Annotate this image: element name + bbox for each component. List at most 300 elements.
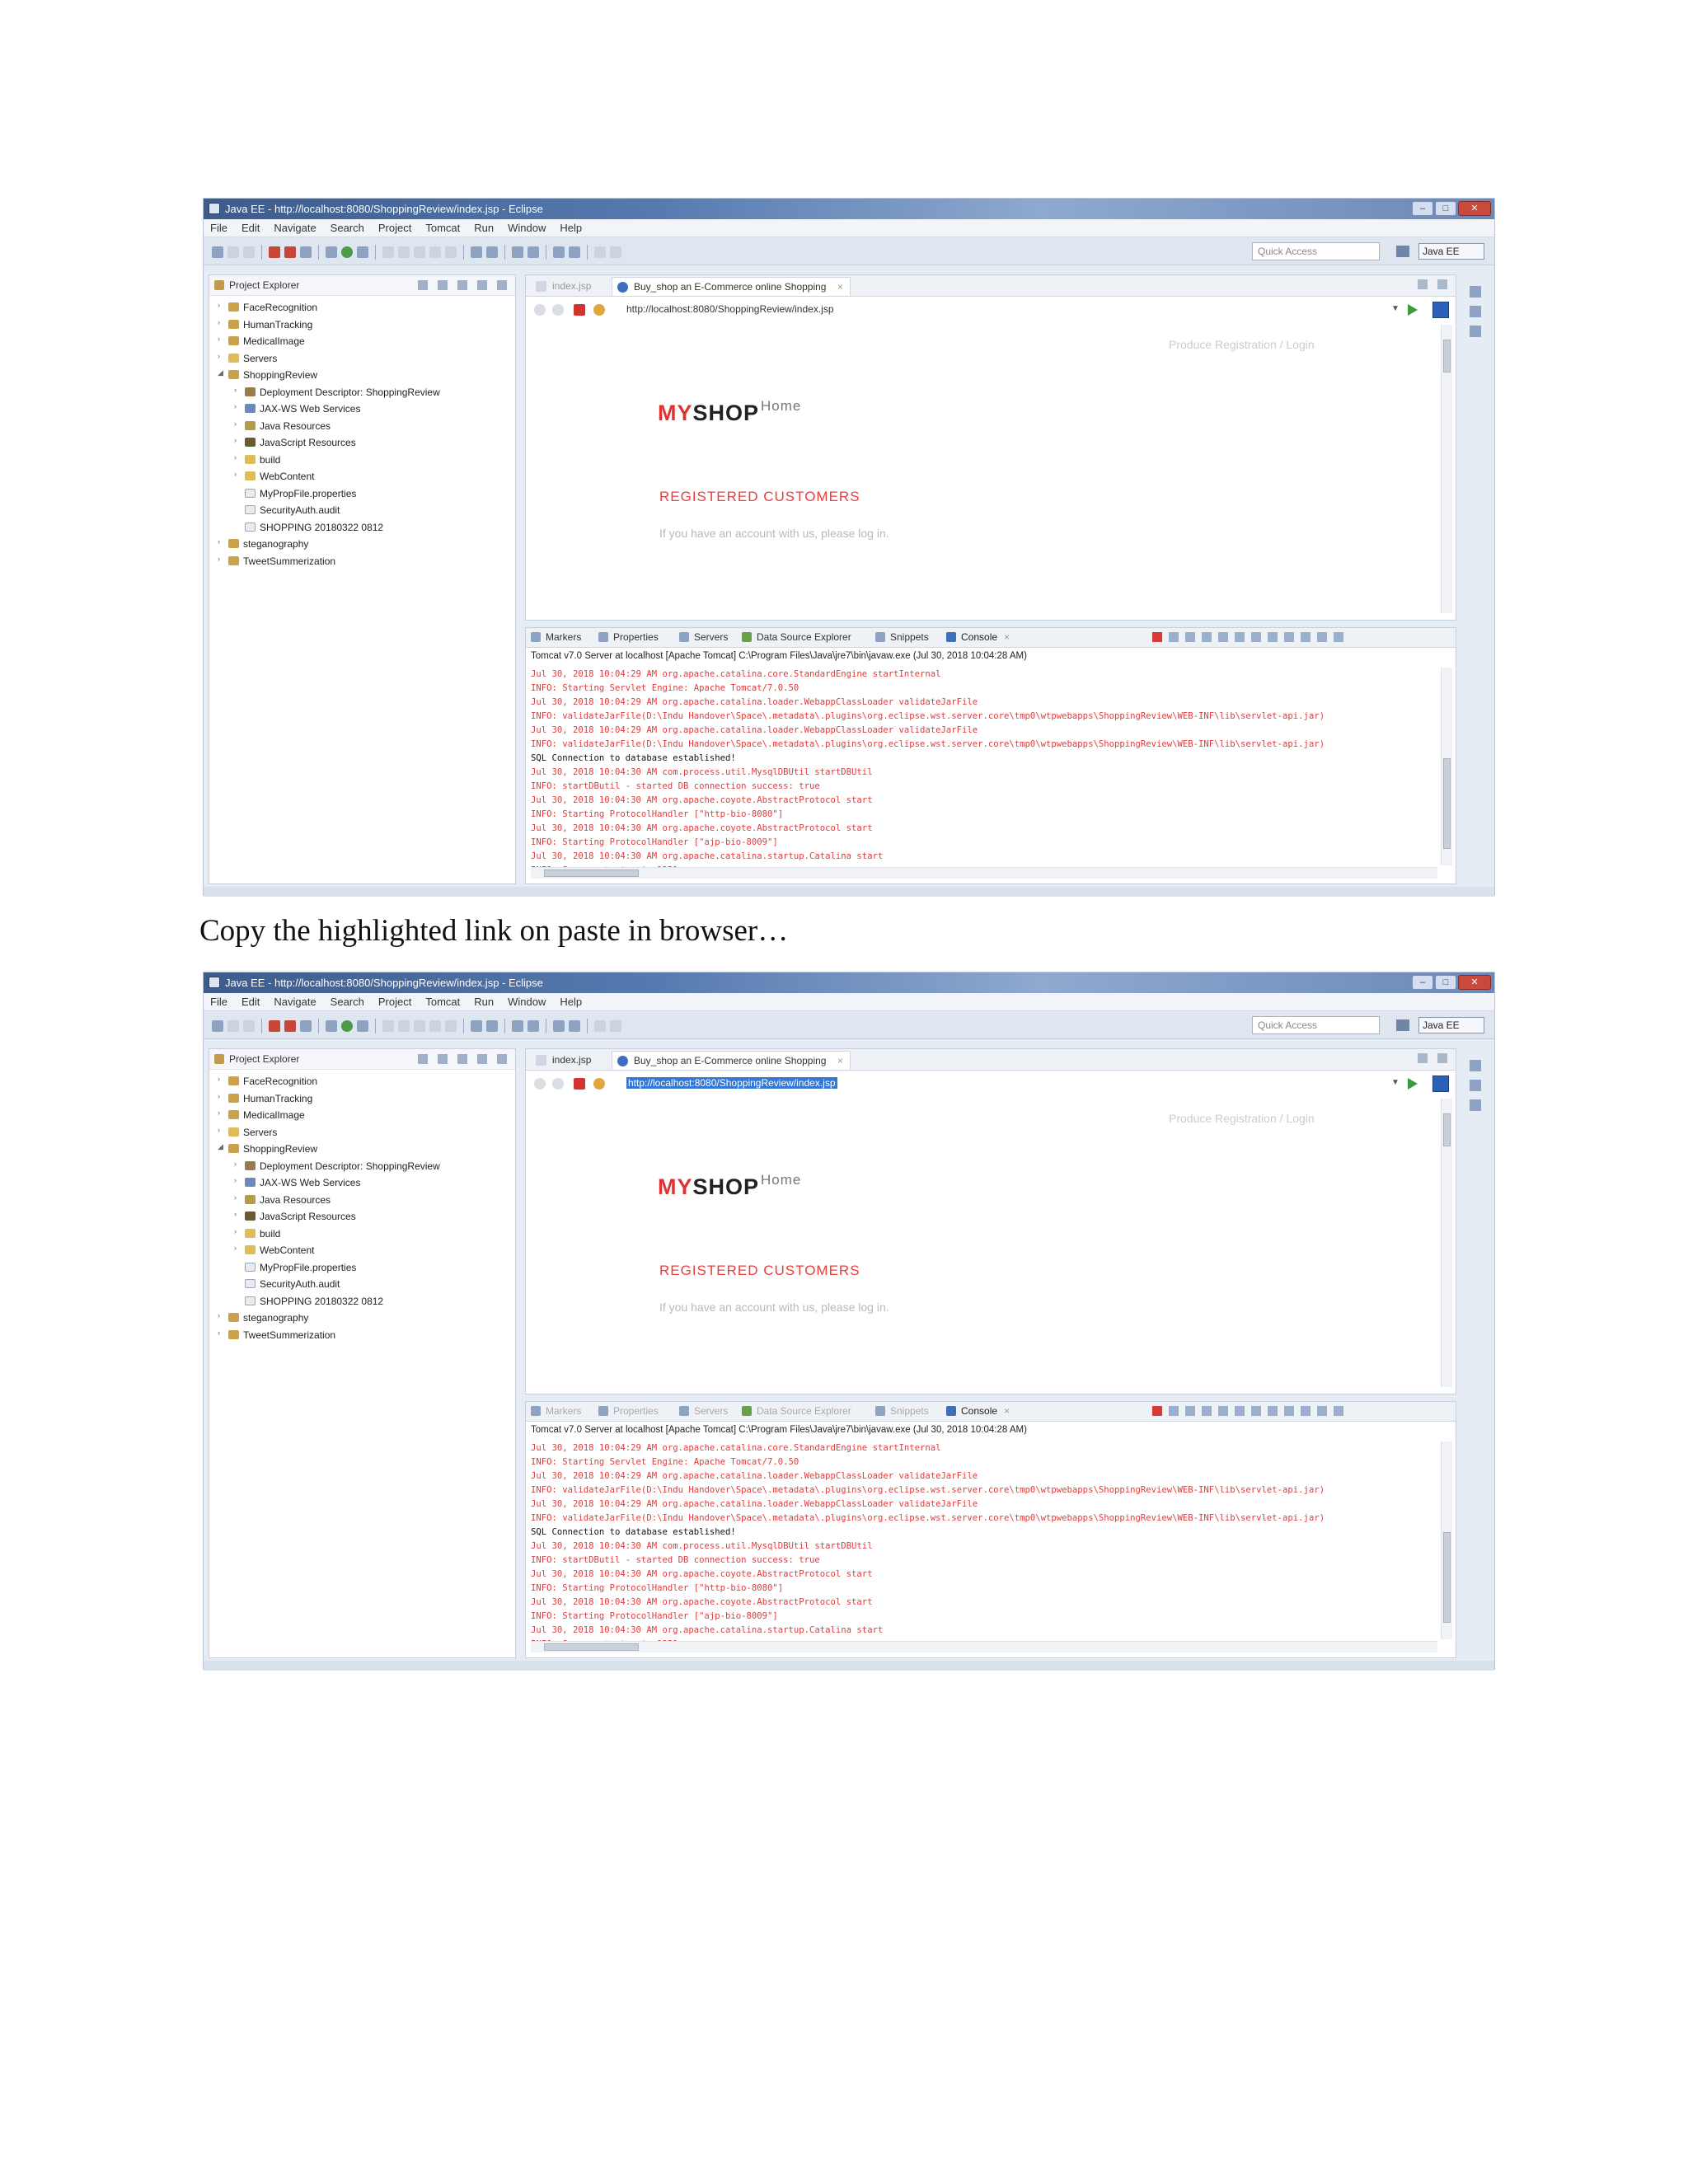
close-button[interactable]: ✕ <box>1458 975 1491 990</box>
tree-item-label: build <box>260 1227 281 1240</box>
expand-arrow-icon[interactable]: › <box>218 1075 220 1083</box>
tree-item[interactable] <box>209 1226 515 1243</box>
back-icon[interactable] <box>534 304 546 316</box>
menu-tomcat[interactable]: Tomcat <box>425 222 461 234</box>
folder-icon <box>245 455 256 464</box>
menu-navigate[interactable]: Navigate <box>274 222 316 234</box>
console-line: Jul 30, 2018 10:04:30 AM org.apache.catalina.startup.Catalina start <box>531 851 884 861</box>
console-tabs <box>526 628 1456 648</box>
close-icon[interactable]: × <box>837 281 843 293</box>
window-title: Java EE - http://localhost:8080/ShoppingReview/index.jsp - Eclipse <box>225 977 543 989</box>
task-list-icon[interactable] <box>1470 306 1481 317</box>
go-icon[interactable] <box>1408 304 1418 316</box>
tree-item[interactable] <box>209 350 515 368</box>
pin-console-icon[interactable] <box>1268 1406 1278 1416</box>
file-icon <box>245 1279 256 1288</box>
tree-item[interactable] <box>209 1276 515 1293</box>
menu-navigate[interactable]: Navigate <box>274 996 316 1008</box>
scrollbar-thumb[interactable] <box>1443 1113 1451 1146</box>
tree-item-label: SHOPPING 20180322 0812 <box>260 1295 384 1307</box>
header-links[interactable]: Produce Registration / Login <box>1169 338 1315 351</box>
menu-file[interactable]: File <box>210 996 227 1008</box>
expand-arrow-icon[interactable]: › <box>218 554 220 563</box>
display-console-icon[interactable] <box>1284 1406 1294 1416</box>
chevron-down-icon[interactable]: ▼ <box>1391 304 1400 313</box>
new-icon[interactable] <box>212 1020 223 1032</box>
expand-arrow-icon[interactable]: › <box>234 1210 237 1218</box>
expand-arrow-icon[interactable]: › <box>234 419 237 428</box>
refresh-icon[interactable] <box>593 304 605 316</box>
console-horizontal-scrollbar[interactable] <box>531 867 1437 879</box>
display-console-icon[interactable] <box>1284 632 1294 642</box>
toolbar-icon[interactable] <box>569 246 580 258</box>
tree-item-label: HumanTracking <box>243 1092 313 1104</box>
tab-properties[interactable] <box>598 1405 659 1417</box>
expand-arrow-icon[interactable]: › <box>218 301 220 309</box>
toolbar-icon[interactable] <box>553 246 565 258</box>
word-wrap-icon[interactable] <box>1235 1406 1245 1416</box>
expand-arrow-icon[interactable]: › <box>218 1328 220 1337</box>
minimize-editor-icon[interactable] <box>1418 279 1428 289</box>
maximize-button[interactable]: □ <box>1435 201 1456 216</box>
print-icon[interactable] <box>243 246 255 258</box>
browser-address-bar <box>526 298 1456 321</box>
back-icon[interactable] <box>594 246 606 258</box>
eclipse-screenshot-1 <box>203 198 1495 896</box>
tree-item[interactable] <box>209 502 515 519</box>
tree-item-label: SHOPPING 20180322 0812 <box>260 521 384 533</box>
maximize-button[interactable]: □ <box>1435 975 1456 990</box>
chevron-down-icon[interactable]: ▼ <box>1391 1078 1400 1087</box>
tree-item-label: MedicalImage <box>243 335 305 347</box>
project-icon <box>228 1330 239 1339</box>
file-icon <box>245 489 256 498</box>
server-start-icon[interactable] <box>269 246 280 258</box>
tree-item[interactable] <box>209 1242 515 1259</box>
expand-arrow-icon[interactable]: › <box>234 1226 237 1235</box>
expand-arrow-icon[interactable]: › <box>234 436 237 444</box>
console-toolbar <box>1152 1406 1343 1416</box>
server-restart-icon[interactable] <box>300 1020 312 1032</box>
console-vertical-scrollbar[interactable] <box>1441 668 1452 865</box>
tree-item-label: Deployment Descriptor: ShoppingReview <box>260 386 440 398</box>
console-line: Jul 30, 2018 10:04:29 AM org.apache.catalina.loader.WebappClassLoader validateJarFile <box>531 1499 978 1509</box>
new-java-class-icon[interactable] <box>471 246 482 258</box>
toolbar-icon[interactable] <box>414 246 425 258</box>
perspective-java-ee[interactable]: Java EE <box>1418 243 1484 260</box>
menu-search[interactable]: Search <box>330 222 364 234</box>
close-icon[interactable]: × <box>1004 1405 1010 1417</box>
search-icon[interactable] <box>528 1020 539 1032</box>
console-line: INFO: Starting Servlet Engine: Apache Tomcat/7.0.50 <box>531 683 799 693</box>
menu-edit[interactable]: Edit <box>241 996 260 1008</box>
toolbar-icon[interactable] <box>445 246 457 258</box>
menu-tomcat[interactable]: Tomcat <box>425 996 461 1008</box>
project-tree <box>209 1070 515 1343</box>
tree-item[interactable] <box>209 333 515 350</box>
expand-arrow-icon[interactable]: › <box>234 1244 237 1252</box>
console-line: Jul 30, 2018 10:04:30 AM org.apache.coyote.AbstractProtocol start <box>531 795 873 805</box>
internal-browser-icon[interactable] <box>1432 302 1449 318</box>
toolbar-icon[interactable] <box>429 246 441 258</box>
remove-launch-icon[interactable] <box>1169 632 1179 642</box>
server-restart-icon[interactable] <box>300 246 312 258</box>
debug-icon[interactable] <box>326 246 337 258</box>
tree-item-label: WebContent <box>260 1244 315 1256</box>
tab-data-source-explorer[interactable] <box>742 1405 851 1417</box>
open-perspective-icon[interactable] <box>1396 1019 1409 1031</box>
outline-icon[interactable] <box>1470 286 1481 298</box>
word-wrap-icon[interactable] <box>1235 632 1245 642</box>
open-type-icon[interactable] <box>486 1020 498 1032</box>
expand-arrow-icon[interactable]: › <box>218 1108 220 1117</box>
url-text: http://localhost:8080/ShoppingReview/index.jsp <box>626 303 834 315</box>
eclipse-icon <box>209 203 220 214</box>
maximize-view-icon[interactable] <box>497 1054 507 1064</box>
maximize-view-icon[interactable] <box>497 280 507 290</box>
file-icon <box>245 1263 256 1272</box>
eclipse-screenshot-2 <box>203 972 1495 1670</box>
tree-item-label: Java Resources <box>260 419 331 432</box>
external-tools-icon[interactable] <box>357 246 368 258</box>
show-on-output-icon[interactable] <box>1251 1406 1261 1416</box>
remove-all-icon[interactable] <box>1185 1406 1195 1416</box>
menu-help[interactable]: Help <box>560 222 583 234</box>
properties-icon <box>598 632 608 642</box>
menu-window[interactable]: Window <box>508 222 546 234</box>
remove-launch-icon[interactable] <box>1169 1406 1179 1416</box>
palette-icon[interactable] <box>1470 326 1481 337</box>
menu-project[interactable]: Project <box>377 222 412 234</box>
menu-search[interactable]: Search <box>330 996 364 1008</box>
server-start-icon[interactable] <box>269 1020 280 1032</box>
tree-item[interactable] <box>209 401 515 418</box>
link-editor-icon[interactable] <box>438 1054 448 1064</box>
url-input[interactable] <box>623 302 1390 318</box>
expand-arrow-icon[interactable]: › <box>234 1193 237 1202</box>
open-type-icon[interactable] <box>486 246 498 258</box>
run-icon[interactable] <box>341 246 353 258</box>
expand-arrow-icon[interactable]: › <box>234 452 237 462</box>
print-icon[interactable] <box>243 1020 255 1032</box>
new-java-class-icon[interactable] <box>471 1020 482 1032</box>
status-bar <box>204 887 1494 897</box>
remove-all-icon[interactable] <box>1185 632 1195 642</box>
task-list-icon[interactable] <box>1470 1080 1481 1091</box>
maximize-editor-icon[interactable] <box>1437 279 1447 289</box>
console-line: INFO: Starting ProtocolHandler ["ajp-bio-8009"] <box>531 837 778 847</box>
project-icon <box>228 1144 239 1153</box>
console-view <box>525 627 1456 884</box>
open-folder-icon[interactable] <box>512 1020 523 1032</box>
perspective-java-ee[interactable]: Java EE <box>1418 1017 1484 1033</box>
tree-item-label: ShoppingReview <box>243 1143 318 1155</box>
tree-item[interactable] <box>209 1124 515 1141</box>
registered-customers-heading: REGISTERED CUSTOMERS <box>659 489 860 504</box>
refresh-icon[interactable] <box>593 1078 605 1090</box>
run-icon[interactable] <box>341 1020 353 1032</box>
project-icon <box>228 556 239 565</box>
forward-icon[interactable] <box>552 304 564 316</box>
tree-item[interactable] <box>209 1208 515 1226</box>
scrollbar-thumb[interactable] <box>1443 340 1451 373</box>
tree-item[interactable] <box>209 384 515 401</box>
scrollbar-thumb[interactable] <box>1443 1532 1451 1623</box>
expand-arrow-icon[interactable]: › <box>234 1159 237 1168</box>
toolbar-icon[interactable] <box>398 246 410 258</box>
expand-arrow-icon[interactable]: › <box>234 385 237 394</box>
menu-run[interactable]: Run <box>474 222 495 234</box>
menu-help[interactable]: Help <box>560 996 583 1008</box>
minimize-button[interactable]: – <box>1412 201 1433 216</box>
globe-icon <box>617 282 628 293</box>
terminate-icon[interactable] <box>1152 1406 1162 1416</box>
console-line: INFO: Starting ProtocolHandler ["http-bio-8080"] <box>531 809 784 819</box>
quick-access-input[interactable]: Quick Access <box>1252 1016 1380 1034</box>
tree-item[interactable] <box>209 1158 515 1175</box>
markers-icon <box>531 632 541 642</box>
maximize-editor-icon[interactable] <box>1437 1053 1447 1063</box>
clear-console-icon[interactable] <box>1202 1406 1212 1416</box>
forward-icon[interactable] <box>610 246 621 258</box>
scroll-lock-icon[interactable] <box>1218 1406 1228 1416</box>
tree-item[interactable] <box>209 1090 515 1108</box>
console-process-label: Tomcat v7.0 Server at localhost [Apache Tomcat] C:\Program Files\Java\jre7\bin\javaw.exe (Jul 30, 2018 10:04:28 AM) <box>531 651 1027 661</box>
collapse-all-icon[interactable] <box>418 280 428 290</box>
tree-item[interactable] <box>209 553 515 570</box>
tab-properties[interactable] <box>598 631 659 643</box>
tab-servers[interactable] <box>679 1405 728 1417</box>
tab-index-jsp[interactable] <box>531 277 598 296</box>
tree-item[interactable] <box>209 452 515 469</box>
tab-console[interactable] <box>946 631 1010 643</box>
link-editor-icon[interactable] <box>438 280 448 290</box>
console-vertical-scrollbar[interactable] <box>1441 1441 1452 1639</box>
menu-run[interactable]: Run <box>474 996 495 1008</box>
go-icon[interactable] <box>1408 1078 1418 1090</box>
project-explorer-title[interactable]: Project Explorer <box>229 279 300 291</box>
console-line: Jul 30, 2018 10:04:29 AM org.apache.catalina.loader.WebappClassLoader validateJarFile <box>531 1471 978 1481</box>
tree-item[interactable] <box>209 536 515 553</box>
minimize-view-icon[interactable] <box>1317 1406 1327 1416</box>
login-prompt: If you have an account with us, please log in. <box>659 527 889 540</box>
expand-arrow-icon[interactable]: › <box>234 1176 237 1184</box>
minimize-button[interactable]: – <box>1412 975 1433 990</box>
header-links[interactable]: Produce Registration / Login <box>1169 1112 1315 1125</box>
menu-window[interactable]: Window <box>508 996 546 1008</box>
expand-arrow-icon[interactable]: › <box>218 1125 220 1134</box>
expand-arrow-icon[interactable]: › <box>218 1311 220 1319</box>
menu-edit[interactable]: Edit <box>241 222 260 234</box>
folder-icon <box>245 1229 256 1238</box>
tree-item[interactable] <box>209 485 515 503</box>
expand-arrow-icon[interactable]: › <box>234 402 237 410</box>
tree-item[interactable] <box>209 316 515 334</box>
collapse-all-icon[interactable] <box>418 1054 428 1064</box>
close-button[interactable]: ✕ <box>1458 201 1491 216</box>
tree-item[interactable] <box>209 1310 515 1327</box>
stop-icon[interactable] <box>574 1078 585 1090</box>
scrollbar-thumb[interactable] <box>544 1643 639 1651</box>
pin-console-icon[interactable] <box>1268 632 1278 642</box>
url-input[interactable] <box>623 1076 1390 1092</box>
scroll-lock-icon[interactable] <box>1218 632 1228 642</box>
toolbar-icon[interactable] <box>382 1020 394 1032</box>
external-tools-icon[interactable] <box>357 1020 368 1032</box>
tree-item-label: HumanTracking <box>243 318 313 330</box>
tab-browser[interactable] <box>612 277 851 296</box>
tree-item-label: TweetSummerization <box>243 555 336 567</box>
server-stop-icon[interactable] <box>284 246 296 258</box>
console-process-label: Tomcat v7.0 Server at localhost [Apache Tomcat] C:\Program Files\Java\jre7\bin\javaw.exe (Jul 30, 2018 10:04:28 AM) <box>531 1425 1027 1435</box>
open-console-icon[interactable] <box>1301 1406 1311 1416</box>
tree-item[interactable] <box>209 418 515 435</box>
tree-item[interactable] <box>209 1073 515 1090</box>
tab-servers[interactable] <box>679 631 728 643</box>
snippets-icon <box>875 1406 885 1416</box>
palette-icon[interactable] <box>1470 1099 1481 1111</box>
expand-arrow-icon[interactable]: ◢ <box>218 1142 223 1151</box>
tree-item[interactable] <box>209 1259 515 1277</box>
toolbar-icon[interactable] <box>414 1020 425 1032</box>
tree-item[interactable] <box>209 519 515 537</box>
toolbar-icon[interactable] <box>553 1020 565 1032</box>
page-scrollbar[interactable] <box>1441 1099 1452 1387</box>
tree-item[interactable] <box>209 1174 515 1192</box>
folder-icon <box>245 1245 256 1254</box>
clear-console-icon[interactable] <box>1202 632 1212 642</box>
tab-snippets[interactable] <box>875 1405 929 1417</box>
open-console-icon[interactable] <box>1301 632 1311 642</box>
view-menu-icon[interactable] <box>457 1054 467 1064</box>
tree-item[interactable] <box>209 1107 515 1124</box>
open-folder-icon[interactable] <box>512 246 523 258</box>
view-menu-icon[interactable] <box>457 280 467 290</box>
console-toolbar <box>1152 632 1343 642</box>
tree-item[interactable] <box>209 1327 515 1344</box>
web-page <box>526 325 1437 617</box>
tree-item-label: ShoppingReview <box>243 369 318 381</box>
tab-label: Properties <box>613 1405 659 1417</box>
browser-address-bar <box>526 1071 1456 1094</box>
back-icon[interactable] <box>534 1078 546 1090</box>
tab-markers[interactable] <box>531 631 581 643</box>
save-icon[interactable] <box>227 1020 239 1032</box>
console-line: SQL Connection to database established! <box>531 1527 736 1537</box>
project-explorer <box>209 274 516 884</box>
tab-label: Markers <box>546 1405 582 1417</box>
terminate-icon[interactable] <box>1152 632 1162 642</box>
expand-arrow-icon[interactable]: › <box>234 470 237 478</box>
minimize-view-icon[interactable] <box>1317 632 1327 642</box>
tree-item[interactable] <box>209 468 515 485</box>
expand-arrow-icon[interactable]: › <box>218 1091 220 1100</box>
scrollbar-thumb[interactable] <box>544 869 639 877</box>
folder-icon <box>228 1127 239 1137</box>
outline-icon[interactable] <box>1470 1060 1481 1071</box>
tree-item[interactable] <box>209 1293 515 1310</box>
minimize-editor-icon[interactable] <box>1418 1053 1428 1063</box>
expand-arrow-icon[interactable]: › <box>218 537 220 546</box>
expand-arrow-icon[interactable]: › <box>218 335 220 343</box>
tab-index-jsp[interactable] <box>531 1051 598 1070</box>
server-stop-icon[interactable] <box>284 1020 296 1032</box>
console-line: Jul 30, 2018 10:04:30 AM com.process.util.MysqlDBUtil startDBUtil <box>531 767 873 777</box>
toolbar-icon[interactable] <box>429 1020 441 1032</box>
jr-icon <box>245 421 256 430</box>
page-scrollbar[interactable] <box>1441 325 1452 613</box>
minimize-view-icon[interactable] <box>477 1054 487 1064</box>
tree-item[interactable] <box>209 1141 515 1158</box>
stop-icon[interactable] <box>574 304 585 316</box>
tab-label: Console <box>961 1405 998 1417</box>
tab-browser[interactable] <box>612 1051 851 1070</box>
maximize-view-icon[interactable] <box>1334 1406 1343 1416</box>
show-on-output-icon[interactable] <box>1251 632 1261 642</box>
tree-item[interactable] <box>209 367 515 384</box>
search-icon[interactable] <box>528 246 539 258</box>
js-icon <box>245 1212 256 1221</box>
scrollbar-thumb[interactable] <box>1443 758 1451 849</box>
toolbar-icon[interactable] <box>569 1020 580 1032</box>
menu-project[interactable]: Project <box>377 996 412 1008</box>
toolbar-icon[interactable] <box>382 246 394 258</box>
tab-markers[interactable] <box>531 1405 581 1417</box>
console-line: INFO: validateJarFile(D:\Indu Handover\Space\.metadata\.plugins\org.eclipse.wst.server.core\tmp0\wtpwebapps\ShoppingReview\WEB-INF\lib\servlet-api.jar) <box>531 711 1325 721</box>
open-perspective-icon[interactable] <box>1396 246 1409 257</box>
myshop-logo[interactable] <box>658 1174 801 1200</box>
console-line: Jul 30, 2018 10:04:29 AM org.apache.catalina.core.StandardEngine startInternal <box>531 1443 941 1453</box>
tree-item-label: TweetSummerization <box>243 1329 336 1341</box>
project-explorer-title[interactable]: Project Explorer <box>229 1053 300 1065</box>
expand-arrow-icon[interactable]: › <box>218 351 220 360</box>
tab-data-source-explorer[interactable] <box>742 631 851 643</box>
maximize-view-icon[interactable] <box>1334 632 1343 642</box>
toolbar-icon[interactable] <box>398 1020 410 1032</box>
close-icon[interactable]: × <box>837 1055 843 1066</box>
tab-label: Servers <box>694 631 729 643</box>
toolbar-icon[interactable] <box>445 1020 457 1032</box>
tab-label: Properties <box>613 631 659 643</box>
console-horizontal-scrollbar[interactable] <box>531 1641 1437 1652</box>
tab-label: Servers <box>694 1405 729 1417</box>
database-icon <box>742 632 752 642</box>
expand-arrow-icon[interactable]: ◢ <box>218 368 223 377</box>
tab-snippets[interactable] <box>875 631 929 643</box>
console-line: Jul 30, 2018 10:04:30 AM org.apache.catalina.startup.Catalina start <box>531 1625 884 1635</box>
minimize-view-icon[interactable] <box>477 280 487 290</box>
globe-icon <box>617 1056 628 1066</box>
quick-access-input[interactable]: Quick Access <box>1252 242 1380 260</box>
console-line: Jul 30, 2018 10:04:30 AM org.apache.coyote.AbstractProtocol start <box>531 1597 873 1607</box>
myshop-logo[interactable] <box>658 398 802 426</box>
tab-console[interactable] <box>946 1405 1010 1417</box>
tree-item-label: MedicalImage <box>243 1109 305 1121</box>
back-icon[interactable] <box>594 1020 606 1032</box>
menu-file[interactable]: File <box>210 222 227 234</box>
debug-icon[interactable] <box>326 1020 337 1032</box>
tree-item[interactable] <box>209 1192 515 1209</box>
tree-item[interactable] <box>209 299 515 316</box>
forward-icon[interactable] <box>552 1078 564 1090</box>
internal-browser-icon[interactable] <box>1432 1076 1449 1092</box>
tree-item[interactable] <box>209 434 515 452</box>
expand-arrow-icon[interactable]: › <box>218 317 220 326</box>
new-icon[interactable] <box>212 246 223 258</box>
close-icon[interactable]: × <box>1004 631 1010 643</box>
forward-icon[interactable] <box>610 1020 621 1032</box>
save-icon[interactable] <box>227 246 239 258</box>
